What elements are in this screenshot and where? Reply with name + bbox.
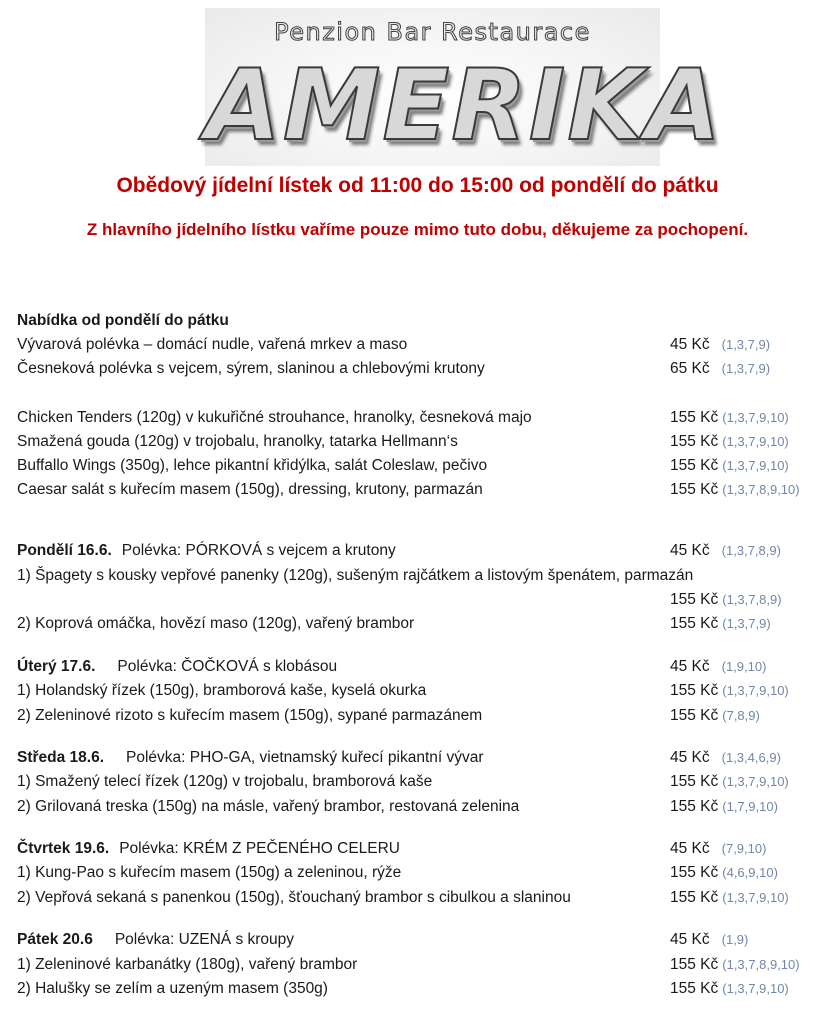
allergen-codes: (1,3,7,9) xyxy=(721,337,771,352)
day-meal-name: 1) Špagety s kousky vepřové panenky (120g), sušeným rajčátkem a listovým špenátem, parmazán xyxy=(17,567,694,584)
day-label: Pátek 20.6 xyxy=(17,931,93,948)
day-soup-price: 45 Kč (1,3,7,8,9) xyxy=(670,542,781,559)
allergen-codes: (1,7,9,10) xyxy=(722,799,778,814)
menu-title: Obědový jídelní lístek od 11:00 do 15:00 od pondělí do pátku xyxy=(116,174,719,197)
allergen-codes: (1,3,7,9,10) xyxy=(722,981,789,996)
weekly-main-name: Buffallo Wings (350g), lehce pikantní křidýlka, salát Coleslaw, pečivo xyxy=(17,457,488,474)
day-meal-price: 155 Kč (1,3,7,9,10) xyxy=(670,889,789,906)
allergen-codes: (1,3,7,9,10) xyxy=(722,458,789,473)
allergen-codes: (1,3,7,8,9) xyxy=(721,543,781,558)
weekly-soup-name: Česneková polévka s vejcem, sýrem, slaninou a chlebovými krutony xyxy=(17,360,485,377)
menu-note: Z hlavního jídelního lístku vaříme pouze mimo tuto dobu, děkujeme za pochopení. xyxy=(86,220,749,239)
allergen-codes: (1,3,7,9) xyxy=(722,616,771,631)
day-meal-name: 1) Smažený telecí řízek (120g) v trojobalu, bramborová kaše xyxy=(17,773,433,790)
day-meal-name: 1) Holandský řízek (150g), bramborová kaše, kyselá okurka xyxy=(17,682,427,699)
allergen-codes: (1,3,7,9,10) xyxy=(722,410,789,425)
allergen-codes: (1,9) xyxy=(721,932,749,947)
weekly-main-name: Chicken Tenders (120g) v kukuřičné strouhance, hranolky, česneková majo xyxy=(17,409,532,426)
weekly-main-price: 155 Kč (1,3,7,9,10) xyxy=(670,433,789,450)
day-soup-price: 45 Kč (1,3,4,6,9) xyxy=(670,749,781,766)
day-soup-row xyxy=(17,839,400,859)
logo-name: AMERIKA xyxy=(205,49,724,163)
day-meal-price: 155 Kč (1,3,7,9,10) xyxy=(670,682,789,699)
day-soup-row xyxy=(17,657,337,677)
day-soup-price: 45 Kč (7,9,10) xyxy=(670,840,767,857)
allergen-codes: (7,8,9) xyxy=(722,708,760,723)
day-soup-price: 45 Kč (1,9) xyxy=(670,931,749,948)
day-label: Pondělí 16.6. xyxy=(17,542,112,559)
weekly-main-price: 155 Kč (1,3,7,8,9,10) xyxy=(670,481,800,498)
allergen-codes: (1,3,7,9) xyxy=(721,361,771,376)
allergen-codes: (1,3,7,8,9,10) xyxy=(722,482,800,497)
day-meal-price: 155 Kč (1,3,7,8,9,10) xyxy=(670,956,800,973)
day-meal-price: 155 Kč (1,3,7,9,10) xyxy=(670,980,789,997)
allergen-codes: (1,3,7,9,10) xyxy=(722,774,789,789)
weekly-main-price: 155 Kč (1,3,7,9,10) xyxy=(670,409,789,426)
day-soup-row xyxy=(17,930,294,950)
day-soup-price: 45 Kč (1,9,10) xyxy=(670,658,767,675)
logo-subtitle: Penzion Bar Restaurace xyxy=(274,18,591,46)
day-meal-price: 155 Kč (1,7,9,10) xyxy=(670,798,778,815)
allergen-codes: (1,3,7,9,10) xyxy=(722,434,789,449)
day-label: Středa 18.6. xyxy=(17,749,105,766)
day-label: Úterý 17.6. xyxy=(17,658,96,675)
day-meal-price: 155 Kč (1,3,7,9) xyxy=(670,615,771,632)
day-soup: Polévka: UZENÁ s kroupy xyxy=(114,931,295,948)
day-soup: Polévka: KRÉM Z PEČENÉHO CELERU xyxy=(119,840,400,857)
allergen-codes: (1,3,7,8,9) xyxy=(722,592,782,607)
weekly-main-name: Smažená gouda (120g) v trojobalu, hranolky, tatarka Hellmann‘s xyxy=(17,433,458,450)
day-meal-name: 2) Halušky se zelím a uzeným masem (350g) xyxy=(17,980,328,997)
day-label: Čtvrtek 19.6. xyxy=(17,840,110,857)
allergen-codes: (1,3,7,9,10) xyxy=(722,890,789,905)
day-meal-price: 155 Kč (7,8,9) xyxy=(670,707,760,724)
day-meal-price: 155 Kč (1,3,7,8,9) xyxy=(670,591,782,608)
day-meal-name: 1) Kung-Pao s kuřecím masem (150g) a zeleninou, rýže xyxy=(17,864,402,881)
weekly-heading: Nabídka od pondělí do pátku xyxy=(17,312,229,329)
weekly-soup-name: Vývarová polévka – domácí nudle, vařená mrkev a maso xyxy=(17,336,408,353)
allergen-codes: (4,6,9,10) xyxy=(722,865,778,880)
day-soup-row xyxy=(17,541,396,561)
day-meal-name: 2) Koprová omáčka, hovězí maso (120g), vařený brambor xyxy=(17,615,415,632)
day-meal-name: 2) Grilovaná treska (150g) na másle, vařený brambor, restovaná zelenina xyxy=(17,798,520,815)
day-soup: Polévka: ČOČKOVÁ s klobásou xyxy=(117,658,338,675)
day-meal-name: 2) Zeleninové rizoto s kuřecím masem (150g), sypané parmazánem xyxy=(17,707,483,724)
allergen-codes: (1,3,7,9,10) xyxy=(722,683,789,698)
allergen-codes: (1,3,4,6,9) xyxy=(721,750,781,765)
day-soup: Polévka: PHO-GA, vietnamský kuřecí pikantní vývar xyxy=(126,749,484,766)
day-meal-name: 2) Vepřová sekaná s panenkou (150g), šťouchaný brambor s cibulkou a slaninou xyxy=(17,889,571,906)
allergen-codes: (1,9,10) xyxy=(721,659,767,674)
weekly-soup-price: 45 Kč (1,3,7,9) xyxy=(670,336,771,353)
day-meal-price: 155 Kč (1,3,7,9,10) xyxy=(670,773,789,790)
day-meal-name: 1) Zeleninové karbanátky (180g), vařený brambor xyxy=(17,956,358,973)
allergen-codes: (1,3,7,8,9,10) xyxy=(722,957,800,972)
weekly-main-price: 155 Kč (1,3,7,9,10) xyxy=(670,457,789,474)
weekly-soup-price: 65 Kč (1,3,7,9) xyxy=(670,360,771,377)
allergen-codes: (7,9,10) xyxy=(721,841,767,856)
restaurant-logo xyxy=(205,8,724,166)
day-soup: Polévka: PÓRKOVÁ s vejcem a krutony xyxy=(121,542,396,559)
weekly-main-name: Caesar salát s kuřecím masem (150g), dressing, krutony, parmazán xyxy=(17,481,483,498)
day-soup-row xyxy=(17,748,484,768)
day-meal-price: 155 Kč (4,6,9,10) xyxy=(670,864,778,881)
